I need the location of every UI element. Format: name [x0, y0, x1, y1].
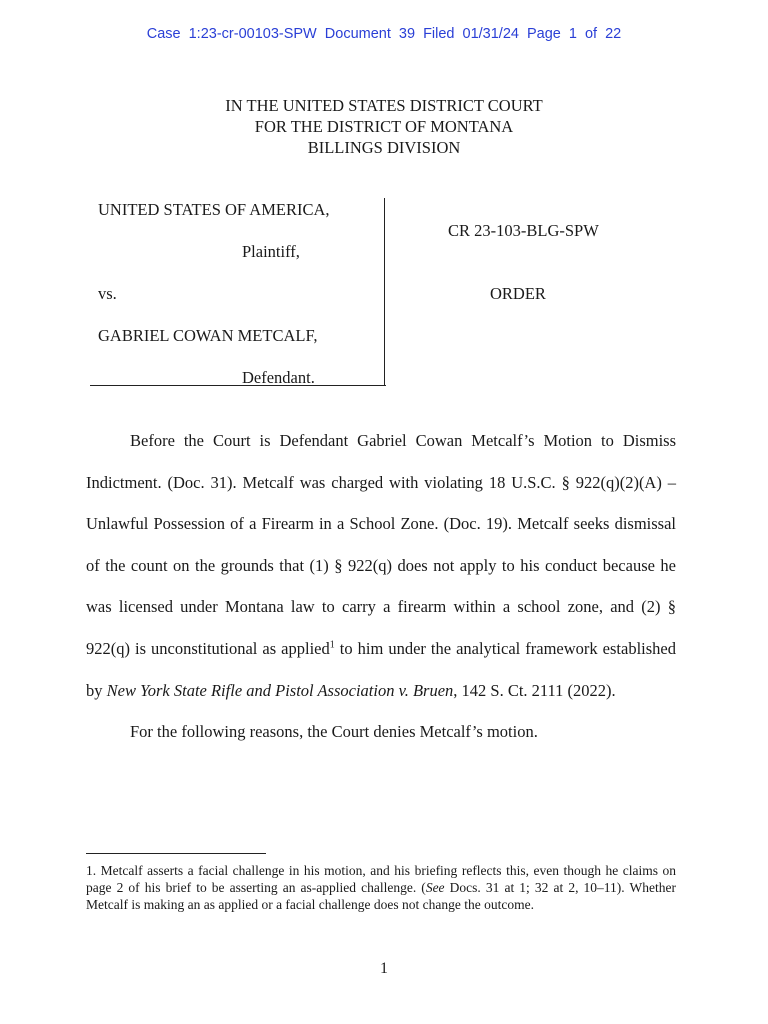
paragraph-2: For the following reasons, the Court denies Metcalf’s motion. — [130, 722, 538, 742]
header-filed: Filed 01/31/24 — [423, 26, 519, 42]
case-citation: New York State Rifle and Pistol Association v. Bruen — [106, 680, 454, 700]
caption-vertical-rule — [384, 198, 385, 386]
page-number: 1 — [380, 960, 388, 977]
case-caption — [90, 198, 386, 388]
case-number: CR 23-103-BLG-SPW — [448, 221, 599, 240]
footnote-1-text: 1. Metcalf asserts a facial challenge in his motion, and his briefing reflects this, even though he claims on page 2 of his brief to be asserting an as-applied challenge. ( — [86, 863, 676, 896]
paragraph-1-text: Before the Court is Defendant Gabriel Cowan Metcalf’s Motion to Dismiss Indictment. (Doc. 31). Metcalf was charged with violating 18 U.S.C. § 922(q)(2)(A) – Unlawful Possession of a Firearm in a School Zone. (Doc. 19). Metcalf seeks dismissal of the count on the grounds that (1) § 922(q) does not apply to his conduct because he was licensed under Montana law to carry a firearm within a school zone, and (2) § 922(q) is unconstitutional as applied — [86, 431, 676, 658]
footnote-1 — [86, 862, 676, 914]
header-page: Page 1 of 22 — [527, 26, 622, 42]
footnote-ref-1: 1 — [329, 639, 335, 651]
versus: vs. — [98, 284, 117, 303]
document-type: ORDER — [490, 284, 546, 303]
court-line-1: IN THE UNITED STATES DISTRICT COURT — [225, 96, 543, 115]
footnote-1-text-end: Docs. 31 at 1; 32 at 2, 10–11). Whether Metcalf is making an as applied or a facial challenge does not change the outcome. — [86, 880, 676, 913]
paragraph-1-text-cont: to him under the analytical framework established by — [86, 638, 676, 700]
paragraph-1-text-end: , 142 S. Ct. 2111 (2022). — [453, 680, 616, 700]
court-line-2: FOR THE DISTRICT OF MONTANA — [254, 117, 514, 136]
footnote-see-signal: See — [425, 880, 445, 896]
defendant-name: GABRIEL COWAN METCALF, — [98, 326, 318, 345]
ecf-header — [0, 26, 768, 42]
caption-horizontal-rule — [90, 385, 386, 386]
header-document: Document 39 — [324, 26, 416, 42]
plaintiff-name: UNITED STATES OF AMERICA, — [98, 200, 330, 219]
paragraph-1 — [86, 420, 676, 711]
plaintiff-role: Plaintiff, — [242, 242, 300, 261]
order-body — [86, 420, 676, 753]
court-line-3: BILLINGS DIVISION — [307, 138, 461, 157]
footnote-separator — [86, 853, 266, 854]
court-heading — [0, 95, 768, 158]
header-case-number: Case 1:23-cr-00103-SPW — [146, 26, 317, 42]
defendant-role: Defendant. — [242, 368, 315, 387]
